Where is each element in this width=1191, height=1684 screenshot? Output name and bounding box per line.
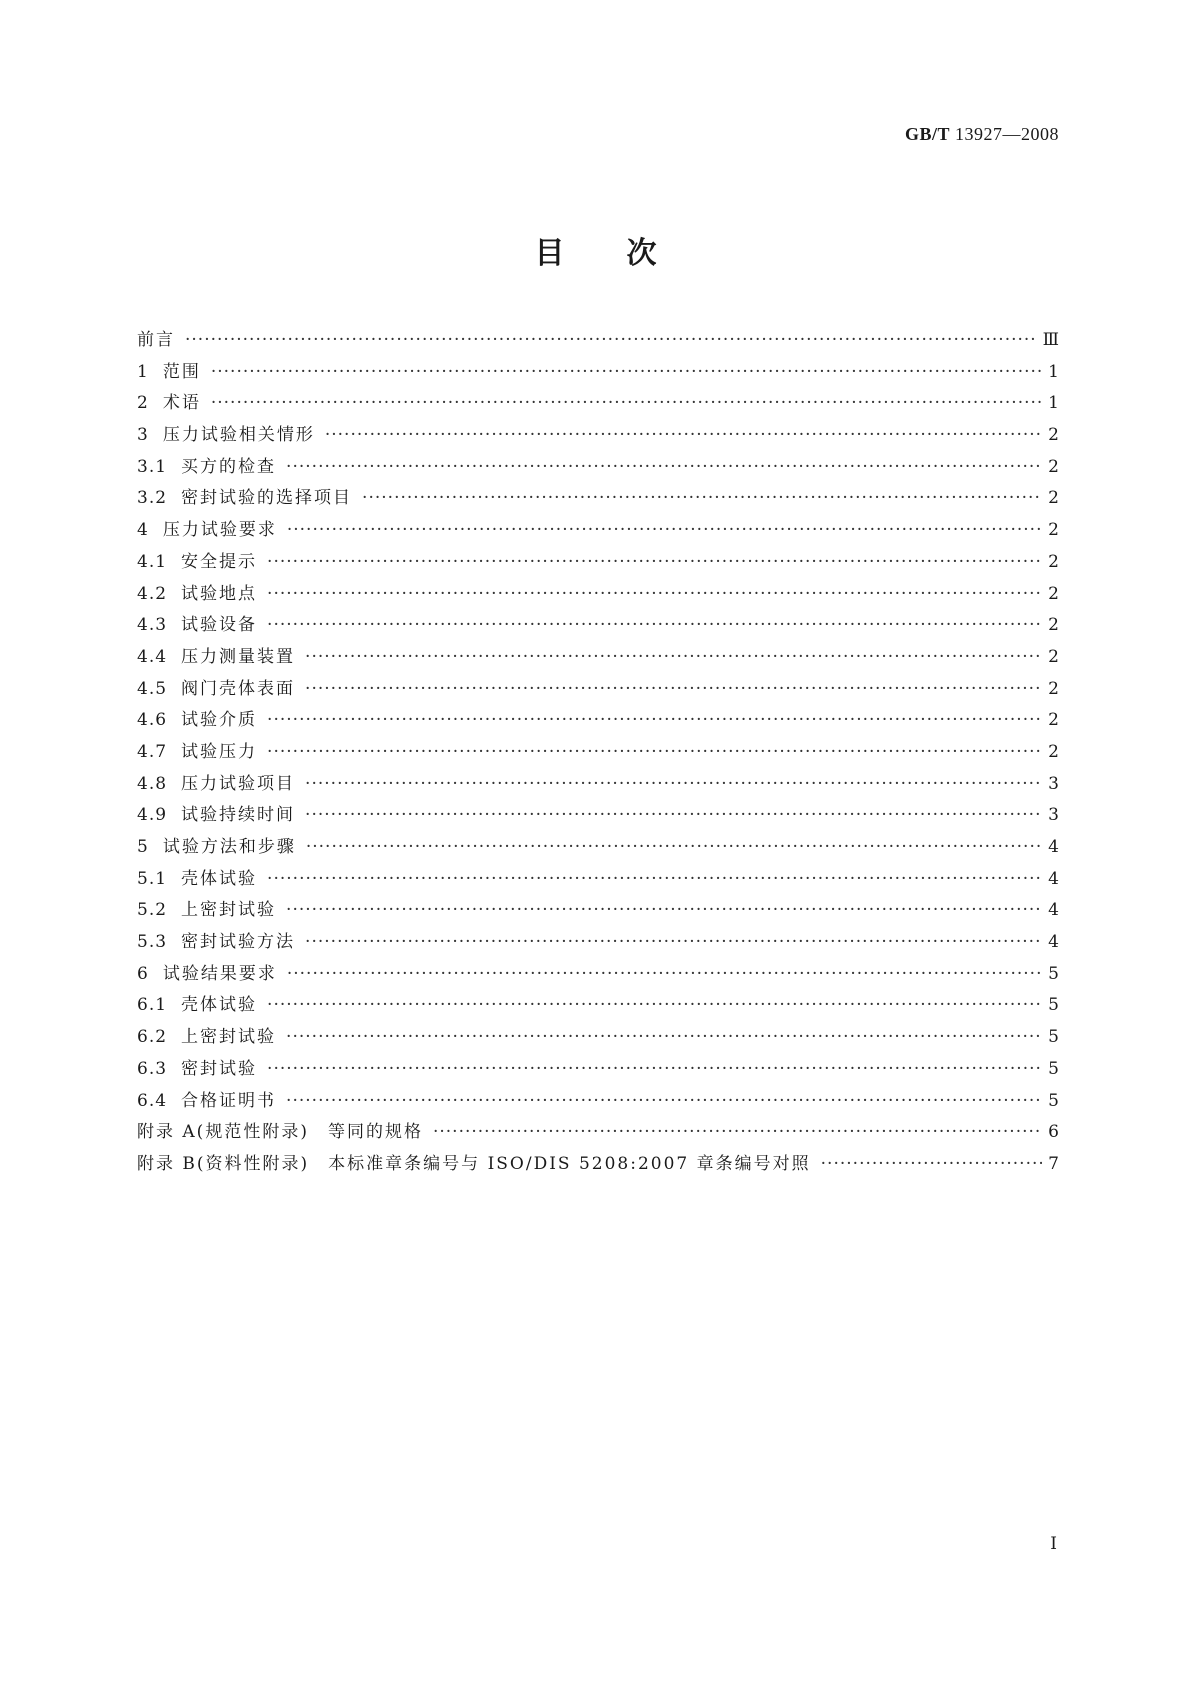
toc-entry[interactable] [137,705,1059,737]
toc-entry-number: 4.5 [137,678,168,699]
toc-entry-label: 附录 A(规范性附录) 等同的规格 [137,1122,423,1143]
toc-entry-number: 6 [137,963,149,984]
toc-entry-number: 6.3 [137,1058,168,1079]
toc-entry[interactable] [137,388,1059,420]
toc-entry[interactable] [137,547,1059,579]
toc-entry-label: 安全提示 [181,551,258,572]
toc-entry-number: 1 [137,361,149,382]
toc-entry-label: 试验持续时间 [181,805,296,826]
toc-dot-leader [305,769,1042,801]
toc-entry[interactable] [137,642,1059,674]
table-of-contents [137,325,1059,1181]
toc-entry-page: 5 [1048,963,1059,984]
toc-dot-leader [267,547,1042,579]
toc-entry[interactable] [137,1054,1059,1086]
toc-dot-leader [267,705,1042,737]
toc-entry-label: 前言 [137,330,175,350]
toc-entry-page: 2 [1048,646,1059,667]
toc-entry-label: 买方的检查 [181,456,277,477]
toc-entry-page: 1 [1048,361,1059,382]
toc-entry-label: 壳体试验 [181,995,258,1016]
toc-dot-leader [287,959,1042,991]
standard-code-prefix: GB/T [904,124,950,144]
toc-entry-page: 4 [1048,868,1059,889]
toc-dot-leader [267,737,1042,769]
toc-entry-label: 试验压力 [181,741,258,762]
toc-dot-leader [287,515,1042,547]
toc-entry-number: 5.2 [137,900,168,921]
toc-entry[interactable] [137,1149,1059,1181]
toc-entry[interactable] [137,927,1059,959]
toc-entry-number: 6.1 [137,995,168,1016]
toc-entry-label: 压力试验要求 [162,520,277,541]
toc-dot-leader [267,864,1042,896]
toc-entry-number: 5.3 [137,932,168,953]
toc-entry-number: 5.1 [137,868,168,889]
toc-entry-page: 2 [1048,456,1059,477]
toc-entry[interactable] [137,515,1059,547]
toc-entry-label: 合格证明书 [181,1090,277,1111]
page-number: I [1050,1534,1057,1554]
toc-entry-page: 2 [1048,520,1059,541]
toc-entry[interactable] [137,832,1059,864]
toc-entry-page: 3 [1048,805,1059,826]
toc-entry-number: 4.9 [137,805,168,826]
toc-entry-label: 密封试验方法 [181,932,296,953]
toc-entry-label: 术语 [162,393,201,414]
toc-entry-page: 5 [1048,1058,1059,1079]
page-title: 目次 [534,236,719,271]
toc-entry-label: 试验结果要求 [162,963,277,984]
toc-entry-page: 2 [1048,710,1059,731]
toc-entry-page: 2 [1048,583,1059,604]
toc-dot-leader [306,832,1042,864]
toc-entry-label: 附录 B(资料性附录) 本标准章条编号与 ISO/DIS 5208:2007 章条编号对照 [137,1153,811,1174]
toc-entry[interactable] [137,800,1059,832]
toc-dot-leader [305,800,1042,832]
toc-entry[interactable] [137,420,1059,452]
toc-entry[interactable] [137,325,1059,357]
toc-dot-leader [211,388,1042,420]
toc-entry-number: 6.4 [137,1090,168,1111]
toc-entry-page: 6 [1048,1122,1059,1143]
toc-entry[interactable] [137,990,1059,1022]
toc-entry[interactable] [137,674,1059,706]
toc-entry-page: 5 [1048,1090,1059,1111]
toc-dot-leader [267,1054,1042,1086]
toc-dot-leader [362,483,1042,515]
toc-entry-page: 7 [1048,1153,1059,1174]
toc-entry-number: 4 [137,520,149,541]
toc-dot-leader [267,579,1042,611]
toc-entry-page: 2 [1048,678,1059,699]
toc-entry-number: 6.2 [137,1027,168,1048]
toc-entry[interactable] [137,1117,1059,1149]
toc-entry-page: 2 [1048,551,1059,572]
toc-dot-leader [286,452,1042,484]
toc-entry-page: 1 [1048,393,1059,414]
toc-dot-leader [185,325,1037,357]
toc-dot-leader [286,1086,1042,1118]
toc-entry-number: 4.4 [137,646,168,667]
toc-entry-number: 4.7 [137,741,168,762]
toc-entry-page: 4 [1048,900,1059,921]
toc-entry-page: 5 [1048,995,1059,1016]
toc-entry-number: 2 [137,393,149,414]
toc-entry-label: 阀门壳体表面 [181,678,296,699]
toc-dot-leader [305,642,1042,674]
toc-entry[interactable] [137,1022,1059,1054]
toc-entry-number: 4.1 [137,551,168,572]
toc-entry[interactable] [137,769,1059,801]
toc-entry-number: 5 [137,837,149,857]
toc-entry-page: 2 [1048,488,1059,509]
toc-dot-leader [286,895,1042,927]
toc-entry-label: 上密封试验 [181,1027,277,1048]
toc-entry-label: 试验介质 [181,710,258,731]
toc-entry-label: 压力试验相关情形 [162,425,315,446]
toc-entry[interactable] [137,737,1059,769]
standard-code-number: 13927—2008 [955,124,1059,144]
toc-entry-number: 3.2 [137,488,168,509]
toc-entry-number: 4.6 [137,710,168,731]
toc-dot-leader [305,674,1042,706]
toc-entry-number: 3 [137,425,149,446]
toc-entry-number: 3.1 [137,456,168,477]
toc-entry-label: 范围 [162,361,201,382]
toc-entry-page: 3 [1048,773,1059,794]
toc-entry-number: 4.3 [137,615,168,636]
toc-dot-leader [821,1149,1043,1181]
toc-entry-label: 上密封试验 [181,900,277,921]
toc-dot-leader [305,927,1042,959]
toc-entry-label: 试验方法和步骤 [162,837,296,857]
toc-entry-label: 壳体试验 [181,868,258,889]
toc-entry-label: 压力试验项目 [181,773,296,794]
toc-dot-leader [211,357,1042,389]
toc-entry[interactable] [137,959,1059,991]
toc-entry-page: 4 [1048,932,1059,953]
toc-entry-page: 2 [1048,615,1059,636]
toc-entry-label: 压力测量装置 [181,646,296,667]
standard-code [905,124,1059,145]
toc-entry[interactable] [137,452,1059,484]
toc-entry[interactable] [137,610,1059,642]
toc-dot-leader [267,990,1042,1022]
toc-entry[interactable] [137,864,1059,896]
toc-dot-leader [267,610,1042,642]
toc-entry-page: Ⅲ [1042,330,1059,350]
toc-dot-leader [286,1022,1042,1054]
toc-entry-page: 5 [1048,1027,1059,1048]
toc-entry[interactable] [137,1086,1059,1118]
toc-dot-leader [325,420,1042,452]
toc-entry-number: 4.2 [137,583,168,604]
toc-entry-page: 4 [1048,837,1059,857]
toc-entry-page: 2 [1048,425,1059,446]
toc-entry-number: 4.8 [137,773,168,794]
toc-entry[interactable] [137,483,1059,515]
toc-entry-label: 密封试验 [181,1058,258,1079]
toc-entry-label: 试验设备 [181,615,258,636]
toc-entry-page: 2 [1048,741,1059,762]
toc-entry[interactable] [137,357,1059,389]
toc-entry-label: 密封试验的选择项目 [181,488,353,509]
toc-dot-leader [433,1117,1042,1149]
toc-entry[interactable] [137,895,1059,927]
toc-entry[interactable] [137,579,1059,611]
toc-entry-label: 试验地点 [181,583,258,604]
